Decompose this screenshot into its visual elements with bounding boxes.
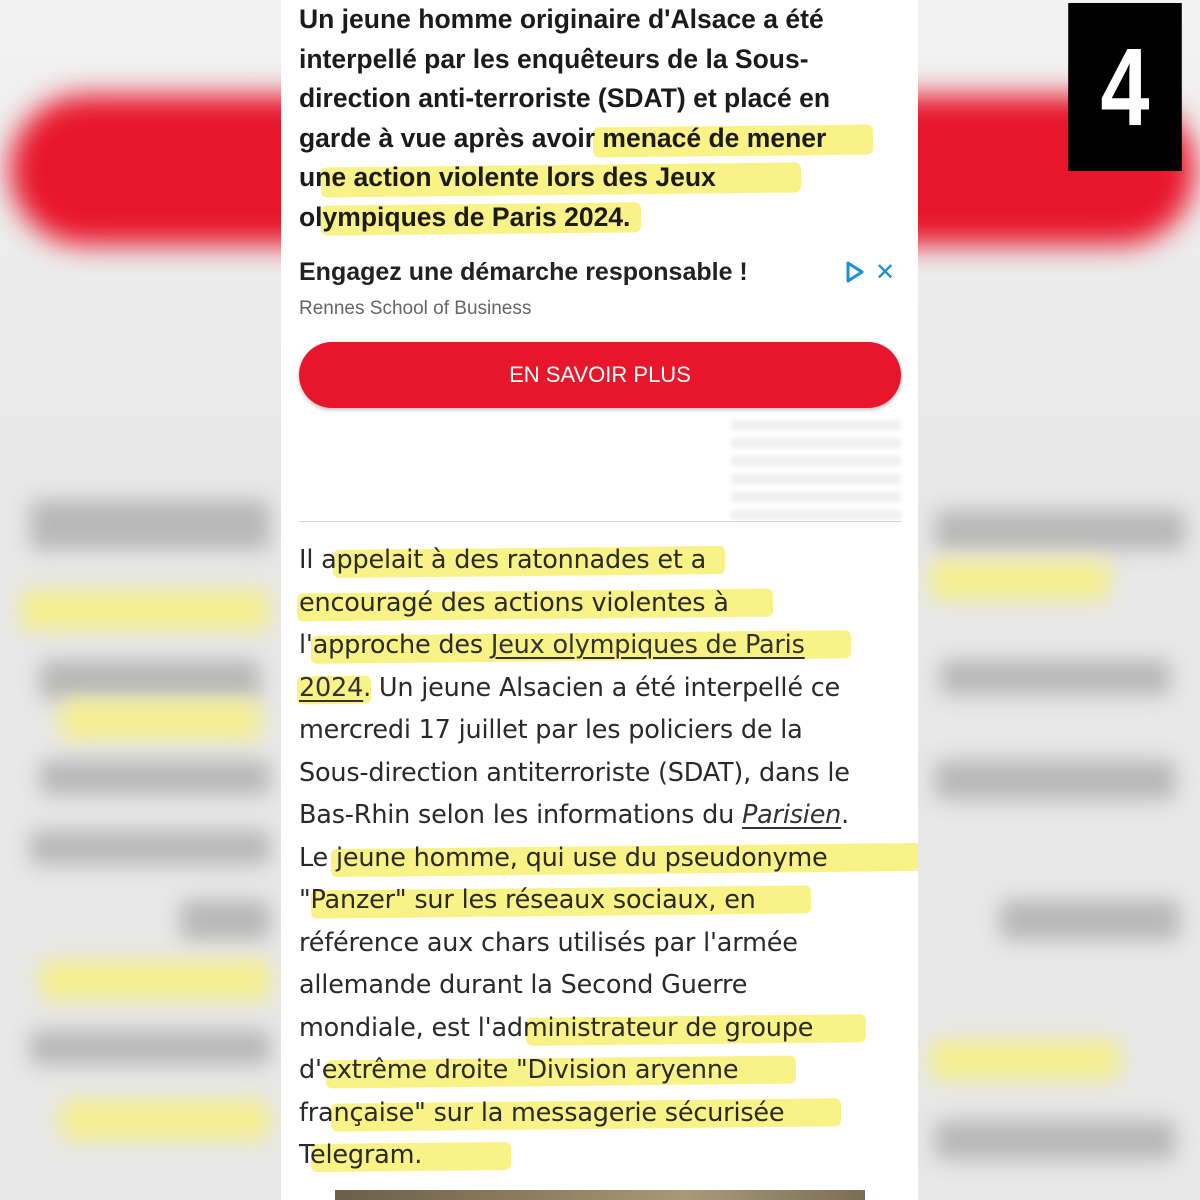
- body-line: [299, 794, 909, 837]
- body-text-fragment: Bas-Rhin selon les informations du: [299, 800, 742, 830]
- body-line: référence aux chars utilisés par l'armée: [299, 927, 798, 958]
- body-text-fragment: . Un jeune Alsacien a été interpellé ce: [363, 672, 841, 703]
- body-line: française" sur la messagerie sécurisée: [299, 1097, 785, 1128]
- article-panel: [281, 0, 918, 1200]
- jeux-olympiques-link[interactable]: 2024: [299, 672, 364, 703]
- parisien-link[interactable]: Parisien: [741, 800, 842, 830]
- body-line: [299, 667, 909, 710]
- body-line: d'extrême droite "Division aryenne: [299, 1055, 739, 1085]
- body-line: encouragé des actions violentes à: [299, 587, 729, 618]
- adchoices-play-icon[interactable]: [845, 260, 865, 284]
- background-blur-block: [40, 660, 260, 700]
- lede-line: olympiques de Paris 2024.: [299, 201, 631, 232]
- body-line: allemande durant la Second Guerre: [299, 970, 748, 1000]
- ad-title[interactable]: Engagez une démarche responsable !: [299, 258, 748, 286]
- background-blur-block: [30, 830, 270, 865]
- ad-controls: [845, 258, 895, 286]
- jeux-olympiques-link[interactable]: Jeux olympiques de Paris: [490, 630, 805, 660]
- lede-line: garde à vue après avoir menacé de mener: [299, 122, 827, 153]
- faded-ad-text: [731, 420, 901, 520]
- background-blur-block: [30, 500, 270, 550]
- lede-line: une action violente lors des Jeux: [299, 162, 716, 193]
- lede-line: Un jeune homme originaire d'Alsace a été: [299, 4, 824, 34]
- body-line: Telegram.: [299, 1140, 423, 1170]
- background-blur-block: [935, 510, 1185, 550]
- lede-line: interpellé par les enquêteurs de la Sous-: [299, 43, 809, 74]
- background-blur-highlight: [930, 560, 1110, 600]
- background-blur-highlight: [40, 960, 270, 1000]
- body-line: Sous-direction antiterroriste (SDAT), dans le: [299, 757, 850, 788]
- body-line: mondiale, est l'administrateur de groupe: [299, 1012, 814, 1043]
- background-blur-block: [40, 760, 270, 795]
- body-line: Le jeune homme, qui use du pseudonyme: [299, 842, 828, 873]
- body-line: mercredi 17 juillet par les policiers de la: [299, 715, 803, 745]
- background-blur-highlight: [20, 590, 270, 630]
- close-icon[interactable]: ✕: [875, 258, 896, 286]
- lede-line: direction anti-terroriste (SDAT) et placé en: [299, 83, 831, 114]
- learn-more-button[interactable]: EN SAVOIR PLUS: [299, 342, 901, 408]
- background-blur-block: [940, 660, 1170, 695]
- background-blur-block: [935, 760, 1175, 800]
- page-number-badge: 4: [1068, 3, 1182, 171]
- body-line: Il appelait à des ratonnades et a: [299, 545, 707, 575]
- body-line: "Panzer" sur les réseaux sociaux, en: [299, 885, 756, 915]
- article-photo: [335, 1190, 865, 1200]
- background-blur-block: [1000, 900, 1180, 940]
- background-blur-block: [30, 1030, 270, 1065]
- background-blur-highlight: [60, 1100, 270, 1140]
- article-lede: [299, 0, 899, 238]
- background-blur-block: [935, 1120, 1175, 1160]
- background-blur-highlight: [930, 1040, 1120, 1080]
- body-text-fragment: .: [841, 800, 850, 830]
- background-blur-block: [180, 900, 270, 940]
- article-body: [299, 539, 909, 1177]
- body-text-fragment: l'approche des: [299, 630, 491, 660]
- background-blur-highlight: [60, 700, 260, 740]
- ad-sponsor[interactable]: Rennes School of Business: [299, 298, 532, 319]
- divider: [299, 521, 901, 522]
- body-line: [299, 624, 909, 667]
